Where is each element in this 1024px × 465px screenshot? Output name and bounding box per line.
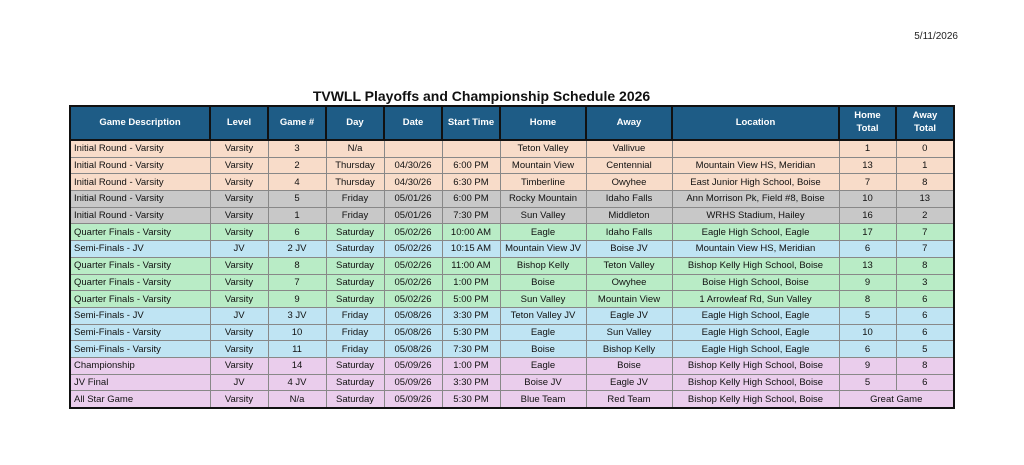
cell-home: Sun Valley: [500, 291, 586, 308]
cell-home: Teton Valley JV: [500, 307, 586, 324]
cell-away-total: 8: [896, 174, 953, 191]
col-header-away-total: Away Total: [896, 107, 953, 140]
cell-start-time: 1:00 PM: [442, 357, 500, 374]
cell-location: East Junior High School, Boise: [672, 174, 839, 191]
cell-day: Saturday: [326, 357, 384, 374]
cell-game-description: Semi-Finals - JV: [71, 241, 210, 258]
cell-game-number: 5: [268, 191, 326, 208]
cell-game-number: 10: [268, 324, 326, 341]
cell-day: Saturday: [326, 257, 384, 274]
col-header-away: Away: [586, 107, 672, 140]
cell-level: Varsity: [210, 140, 268, 157]
cell-home: Timberline: [500, 174, 586, 191]
cell-date: 05/01/26: [384, 191, 442, 208]
cell-away-total: 6: [896, 307, 953, 324]
cell-game-description: Initial Round - Varsity: [71, 191, 210, 208]
cell-day: Saturday: [326, 274, 384, 291]
cell-away-total: 5: [896, 341, 953, 358]
cell-away: Eagle JV: [586, 374, 672, 391]
cell-home: Teton Valley: [500, 140, 586, 157]
cell-away: Mountain View: [586, 291, 672, 308]
cell-game-description: Semi-Finals - Varsity: [71, 341, 210, 358]
table-row: [71, 174, 953, 191]
cell-home-total: 1: [839, 140, 896, 157]
col-header-game-description: Game Description: [71, 107, 210, 140]
cell-location: Eagle High School, Eagle: [672, 307, 839, 324]
cell-game-description: Quarter Finals - Varsity: [71, 257, 210, 274]
cell-day: Friday: [326, 324, 384, 341]
cell-location: Bishop Kelly High School, Boise: [672, 374, 839, 391]
cell-date: 05/09/26: [384, 374, 442, 391]
cell-away-total: 8: [896, 257, 953, 274]
cell-game-number: 3: [268, 140, 326, 157]
cell-away: Idaho Falls: [586, 191, 672, 208]
cell-home-total: 10: [839, 324, 896, 341]
cell-level: Varsity: [210, 257, 268, 274]
table-row: [71, 291, 953, 308]
cell-location: [672, 140, 839, 157]
cell-day: Saturday: [326, 224, 384, 241]
cell-day: Saturday: [326, 374, 384, 391]
cell-home: Eagle: [500, 357, 586, 374]
cell-level: JV: [210, 307, 268, 324]
cell-away-total: 6: [896, 291, 953, 308]
cell-date: 05/08/26: [384, 307, 442, 324]
cell-away: Red Team: [586, 391, 672, 407]
cell-game-number: 2 JV: [268, 241, 326, 258]
cell-away: Idaho Falls: [586, 224, 672, 241]
cell-day: Saturday: [326, 391, 384, 407]
table-row: [71, 307, 953, 324]
cell-location: Mountain View HS, Meridian: [672, 157, 839, 174]
cell-level: JV: [210, 241, 268, 258]
cell-away-total: 6: [896, 374, 953, 391]
table-row: [71, 157, 953, 174]
cell-away: Sun Valley: [586, 324, 672, 341]
cell-game-description: Initial Round - Varsity: [71, 140, 210, 157]
header-row: [71, 107, 953, 140]
table-row: [71, 274, 953, 291]
cell-home: Boise JV: [500, 374, 586, 391]
cell-away-total: 8: [896, 357, 953, 374]
cell-home: Boise: [500, 341, 586, 358]
cell-home-total: 5: [839, 307, 896, 324]
schedule-table: [71, 107, 953, 407]
cell-level: Varsity: [210, 157, 268, 174]
cell-level: Varsity: [210, 391, 268, 407]
schedule-table-container: [69, 105, 955, 409]
cell-start-time: 3:30 PM: [442, 307, 500, 324]
cell-start-time: 10:00 AM: [442, 224, 500, 241]
table-row: [71, 207, 953, 224]
cell-start-time: 10:15 AM: [442, 241, 500, 258]
cell-away-total: 7: [896, 241, 953, 258]
table-row: [71, 140, 953, 157]
cell-level: Varsity: [210, 274, 268, 291]
cell-game-number: 9: [268, 291, 326, 308]
cell-game-number: 4: [268, 174, 326, 191]
cell-game-description: Quarter Finals - Varsity: [71, 291, 210, 308]
cell-day: Saturday: [326, 241, 384, 258]
cell-start-time: 1:00 PM: [442, 274, 500, 291]
cell-level: Varsity: [210, 291, 268, 308]
table-row: [71, 391, 953, 407]
cell-date: 05/02/26: [384, 257, 442, 274]
cell-date: 05/02/26: [384, 274, 442, 291]
cell-level: Varsity: [210, 191, 268, 208]
cell-date: 05/01/26: [384, 207, 442, 224]
cell-day: Friday: [326, 207, 384, 224]
cell-start-time: 11:00 AM: [442, 257, 500, 274]
cell-game-number: 11: [268, 341, 326, 358]
cell-home-total: 13: [839, 257, 896, 274]
col-header-home: Home: [500, 107, 586, 140]
cell-level: Varsity: [210, 324, 268, 341]
schedule-body: [71, 140, 953, 407]
cell-date: 05/02/26: [384, 224, 442, 241]
cell-start-time: 6:30 PM: [442, 174, 500, 191]
cell-away: Boise JV: [586, 241, 672, 258]
cell-home-total: 9: [839, 274, 896, 291]
cell-game-description: Initial Round - Varsity: [71, 174, 210, 191]
cell-home: Boise: [500, 274, 586, 291]
table-row: [71, 191, 953, 208]
cell-day: Saturday: [326, 291, 384, 308]
cell-home: Mountain View: [500, 157, 586, 174]
cell-game-number: 4 JV: [268, 374, 326, 391]
col-header-game-number: Game #: [268, 107, 326, 140]
cell-day: N/a: [326, 140, 384, 157]
cell-home: Bishop Kelly: [500, 257, 586, 274]
schedule-title: TVWLL Playoffs and Championship Schedule 2026: [312, 88, 651, 104]
cell-level: Varsity: [210, 341, 268, 358]
cell-game-number: N/a: [268, 391, 326, 407]
cell-away-total: 7: [896, 224, 953, 241]
cell-away-total: 13: [896, 191, 953, 208]
cell-start-time: 5:30 PM: [442, 391, 500, 407]
cell-date: 05/08/26: [384, 341, 442, 358]
table-row: [71, 257, 953, 274]
cell-location: 1 Arrowleaf Rd, Sun Valley: [672, 291, 839, 308]
cell-day: Friday: [326, 307, 384, 324]
cell-home: Sun Valley: [500, 207, 586, 224]
cell-game-description: Quarter Finals - Varsity: [71, 224, 210, 241]
cell-game-number: 6: [268, 224, 326, 241]
cell-location: Bishop Kelly High School, Boise: [672, 391, 839, 407]
cell-away: Boise: [586, 357, 672, 374]
col-header-date: Date: [384, 107, 442, 140]
cell-game-number: 1: [268, 207, 326, 224]
cell-game-number: 2: [268, 157, 326, 174]
cell-game-number: 3 JV: [268, 307, 326, 324]
cell-home-total: Great Game: [870, 393, 923, 405]
cell-home-total: 6: [839, 241, 896, 258]
cell-game-description: All Star Game: [71, 391, 210, 407]
cell-game-description: Championship: [71, 357, 210, 374]
cell-home: Eagle: [500, 224, 586, 241]
cell-start-time: 7:30 PM: [442, 207, 500, 224]
cell-location: Bishop Kelly High School, Boise: [672, 257, 839, 274]
cell-game-description: JV Final: [71, 374, 210, 391]
cell-location: Eagle High School, Eagle: [672, 341, 839, 358]
col-header-day: Day: [326, 107, 384, 140]
cell-home-total: 5: [839, 374, 896, 391]
cell-home: Mountain View JV: [500, 241, 586, 258]
table-row: [71, 324, 953, 341]
cell-location: WRHS Stadium, Hailey: [672, 207, 839, 224]
cell-game-number: 8: [268, 257, 326, 274]
cell-home-total: 10: [839, 191, 896, 208]
cell-away-total: 6: [896, 324, 953, 341]
col-header-level: Level: [210, 107, 268, 140]
cell-away: Teton Valley: [586, 257, 672, 274]
cell-game-description: Quarter Finals - Varsity: [71, 274, 210, 291]
cell-start-time: 7:30 PM: [442, 341, 500, 358]
table-row: [71, 374, 953, 391]
cell-away: Centennial: [586, 157, 672, 174]
cell-game-number: 14: [268, 357, 326, 374]
cell-date: 05/02/26: [384, 241, 442, 258]
cell-day: Thursday: [326, 174, 384, 191]
cell-location: Mountain View HS, Meridian: [672, 241, 839, 258]
cell-away: Owyhee: [586, 174, 672, 191]
table-row: [71, 224, 953, 241]
cell-date: 05/02/26: [384, 291, 442, 308]
cell-home-total: 6: [839, 341, 896, 358]
cell-start-time: 3:30 PM: [442, 374, 500, 391]
cell-date: 04/30/26: [384, 157, 442, 174]
cell-location: Eagle High School, Eagle: [672, 324, 839, 341]
cell-away: Eagle JV: [586, 307, 672, 324]
cell-away: Middleton: [586, 207, 672, 224]
cell-start-time: 6:00 PM: [442, 191, 500, 208]
cell-date: 05/09/26: [384, 357, 442, 374]
col-header-start-time: Start Time: [442, 107, 500, 140]
print-date: 5/11/2026: [914, 31, 958, 42]
cell-level: Varsity: [210, 224, 268, 241]
cell-away-total: 0: [896, 140, 953, 157]
cell-day: Thursday: [326, 157, 384, 174]
col-header-home-total: Home Total: [839, 107, 896, 140]
cell-away-total: 3: [896, 274, 953, 291]
cell-start-time: 5:30 PM: [442, 324, 500, 341]
col-header-location: Location: [672, 107, 839, 140]
cell-home: Rocky Mountain: [500, 191, 586, 208]
table-row: [71, 341, 953, 358]
cell-away: Owyhee: [586, 274, 672, 291]
cell-day: Friday: [326, 191, 384, 208]
table-row: [71, 357, 953, 374]
cell-location: Ann Morrison Pk, Field #8, Boise: [672, 191, 839, 208]
cell-home-total: 17: [839, 224, 896, 241]
cell-start-time: 6:00 PM: [442, 157, 500, 174]
cell-start-time: [442, 140, 500, 157]
cell-home-total: 9: [839, 357, 896, 374]
cell-level: Varsity: [210, 174, 268, 191]
cell-away: Bishop Kelly: [586, 341, 672, 358]
cell-game-description: Semi-Finals - Varsity: [71, 324, 210, 341]
table-row: [71, 241, 953, 258]
cell-game-description: Initial Round - Varsity: [71, 157, 210, 174]
cell-away-total: 1: [896, 157, 953, 174]
cell-level: Varsity: [210, 207, 268, 224]
cell-location: Eagle High School, Eagle: [672, 224, 839, 241]
cell-home-total: 16: [839, 207, 896, 224]
cell-location: Bishop Kelly High School, Boise: [672, 357, 839, 374]
cell-home: Blue Team: [500, 391, 586, 407]
cell-location: Boise High School, Boise: [672, 274, 839, 291]
cell-home: Eagle: [500, 324, 586, 341]
cell-start-time: 5:00 PM: [442, 291, 500, 308]
cell-game-description: Initial Round - Varsity: [71, 207, 210, 224]
cell-level: JV: [210, 374, 268, 391]
cell-date: 04/30/26: [384, 174, 442, 191]
cell-date: [384, 140, 442, 157]
cell-home-total: 13: [839, 157, 896, 174]
cell-level: Varsity: [210, 357, 268, 374]
cell-home-total: 7: [839, 174, 896, 191]
cell-game-description: Semi-Finals - JV: [71, 307, 210, 324]
cell-away-total: 2: [896, 207, 953, 224]
cell-date: 05/09/26: [384, 391, 442, 407]
cell-game-number: 7: [268, 274, 326, 291]
cell-date: 05/08/26: [384, 324, 442, 341]
cell-home-total: 8: [839, 291, 896, 308]
cell-day: Friday: [326, 341, 384, 358]
cell-away: Vallivue: [586, 140, 672, 157]
